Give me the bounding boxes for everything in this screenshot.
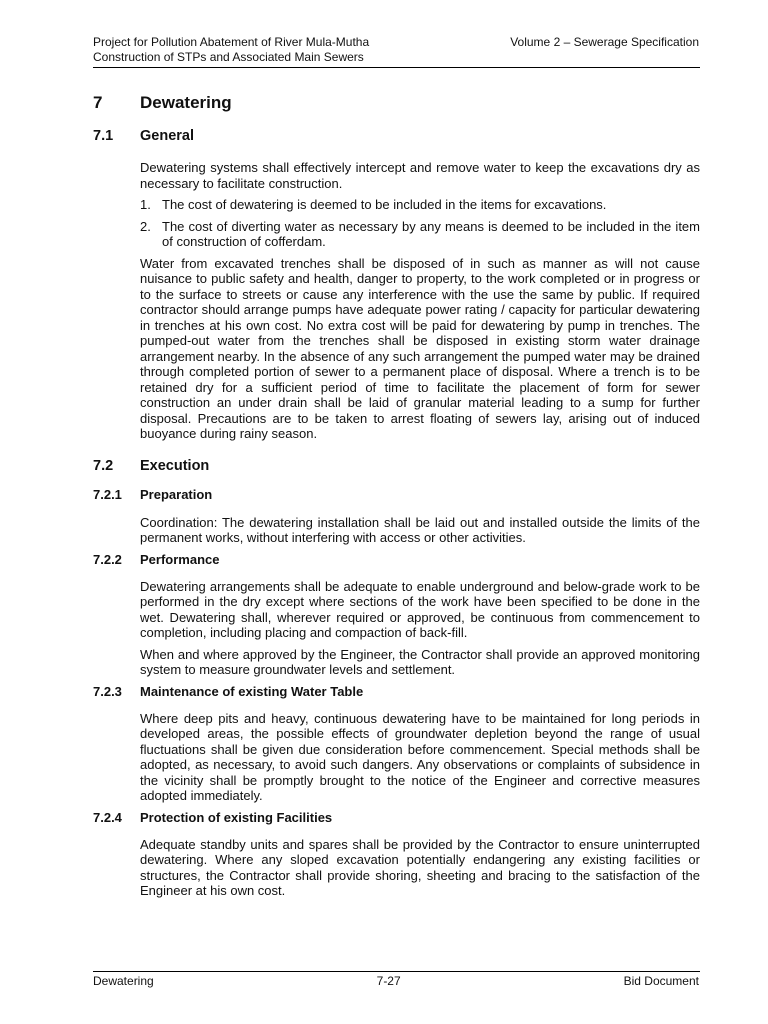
section-title: Execution [140, 457, 210, 474]
subsection-7-2-2-heading [93, 551, 700, 569]
footer-right: Bid Document [623, 974, 699, 988]
page-header [93, 35, 699, 65]
header-rule [93, 67, 700, 68]
subsection-7-2-1-body [140, 515, 700, 546]
subsection-7-2-3-heading [93, 683, 700, 701]
water-table-text: Where deep pits and heavy, continuous dewatering have to be maintained for long periods in developed areas, the possible effects of groundwater depletion beyond the range of usual fluctuations shall be given due consideration before commencement. Special methods shall be adopted, as necessary, to avoid such dangers. Any observations or complaints of subsidence in the vicinity shall be promptly brought to the notice of the Engineer and corrective measures adopted immediately. [140, 710, 700, 803]
section-title: General [140, 128, 194, 144]
performance-paragraph-2: When and where approved by the Engineer, the Contractor shall provide an approved monitoring system to measure groundwater levels and settlement. [140, 646, 700, 677]
subsection-7-2-4-heading [93, 809, 700, 827]
section-7-1-body [140, 160, 700, 442]
preparation-text: Coordination: The dewatering installation shall be laid out and installed outside the limits of the permanent works, without interfering with access or other activities. [140, 514, 700, 545]
list-item [140, 197, 700, 213]
section-7-2-heading [93, 455, 700, 477]
footer-rule [93, 971, 700, 972]
header-volume: Volume 2 – Sewerage Specification [510, 35, 699, 49]
subsection-title: Preparation [140, 486, 213, 502]
footer-left: Dewatering [93, 974, 154, 988]
page-content [93, 90, 700, 899]
header-project: Project for Pollution Abatement of River Mula-Mutha [93, 35, 370, 49]
header-subtitle: Construction of STPs and Associated Main Sewers [93, 50, 364, 64]
list-text: The cost of dewatering is deemed to be included in the items for excavations. [162, 197, 607, 212]
list-number: 2. [140, 218, 151, 234]
general-intro: Dewatering systems shall effectively intercept and remove water to keep the excavations dry as necessary to facilitate construction. [140, 160, 700, 191]
subsection-7-2-1-heading [93, 486, 700, 504]
list-number: 1. [140, 197, 151, 212]
list-item [140, 219, 700, 250]
chapter-heading [93, 90, 700, 116]
facilities-text: Adequate standby units and spares shall be provided by the Contractor to ensure uninterrupted dewatering. Where any sloped excavation potentially endangering any existing facilities or structures, the Contractor shall provide shoring, sheeting and bracing to the satisfaction of the Engineer at his own cost. [140, 836, 700, 898]
subsection-title: Performance [140, 551, 220, 567]
page-footer [93, 974, 699, 989]
general-paragraph: Water from excavated trenches shall be disposed of in such as manner as will not cause nuisance to public safety and health, danger to property, to the work completed or in progress or to the surface to streets or cause any interference with the use the same by public. If required contractor should arrange pumps have adequate power rating / capacity for particular dewatering in trenches at his own cost. No extra cost will be paid for dewatering by pump in trenches. The pumped-out water from the trenches shall be disposed in existing storm water drainage arrangement nearby. In the absence of any such arrangement the pumped water may be drained through completed portion of sewer to a permanent place of disposal. Where a trench is to be retained dry for a sufficient period of time to facilitate the placement of form for sewer construction an under drain shall be laid of granular material leading to a sump for further disposal. Precautions are to be taken to arrest floating of sewers lay, arising out of induced buoyance during rainy season. [140, 255, 700, 441]
list-text: The cost of diverting water as necessary by any means is deemed to be included in the item of construction of cofferdam. [162, 218, 700, 249]
subsection-title: Maintenance of existing Water Table [140, 683, 364, 699]
chapter-title: Dewatering [140, 93, 232, 112]
subsection-number: 7.2.1 [93, 486, 122, 502]
section-number: 7.1 [93, 128, 114, 144]
performance-paragraph-1: Dewatering arrangements shall be adequate to enable underground and below-grade work to be performed in the dry except where sections of the work have been specified to be done in the wet. Dewatering shall, wherever required or approved, be continuous from commencement to completion, including placing and compaction of back-fill. [140, 578, 700, 640]
subsection-title: Protection of existing Facilities [140, 809, 333, 825]
general-list [140, 197, 700, 250]
subsection-7-2-4-body [140, 837, 700, 899]
footer-page-number: 7-27 [376, 974, 401, 988]
subsection-7-2-3-body [140, 711, 700, 804]
section-number: 7.2 [93, 457, 114, 474]
subsection-number: 7.2.3 [93, 683, 122, 699]
chapter-number: 7 [93, 93, 103, 112]
subsection-number: 7.2.4 [93, 809, 122, 825]
subsection-7-2-2-body [140, 579, 700, 678]
subsection-number: 7.2.2 [93, 551, 122, 567]
section-7-1-heading [93, 125, 700, 147]
